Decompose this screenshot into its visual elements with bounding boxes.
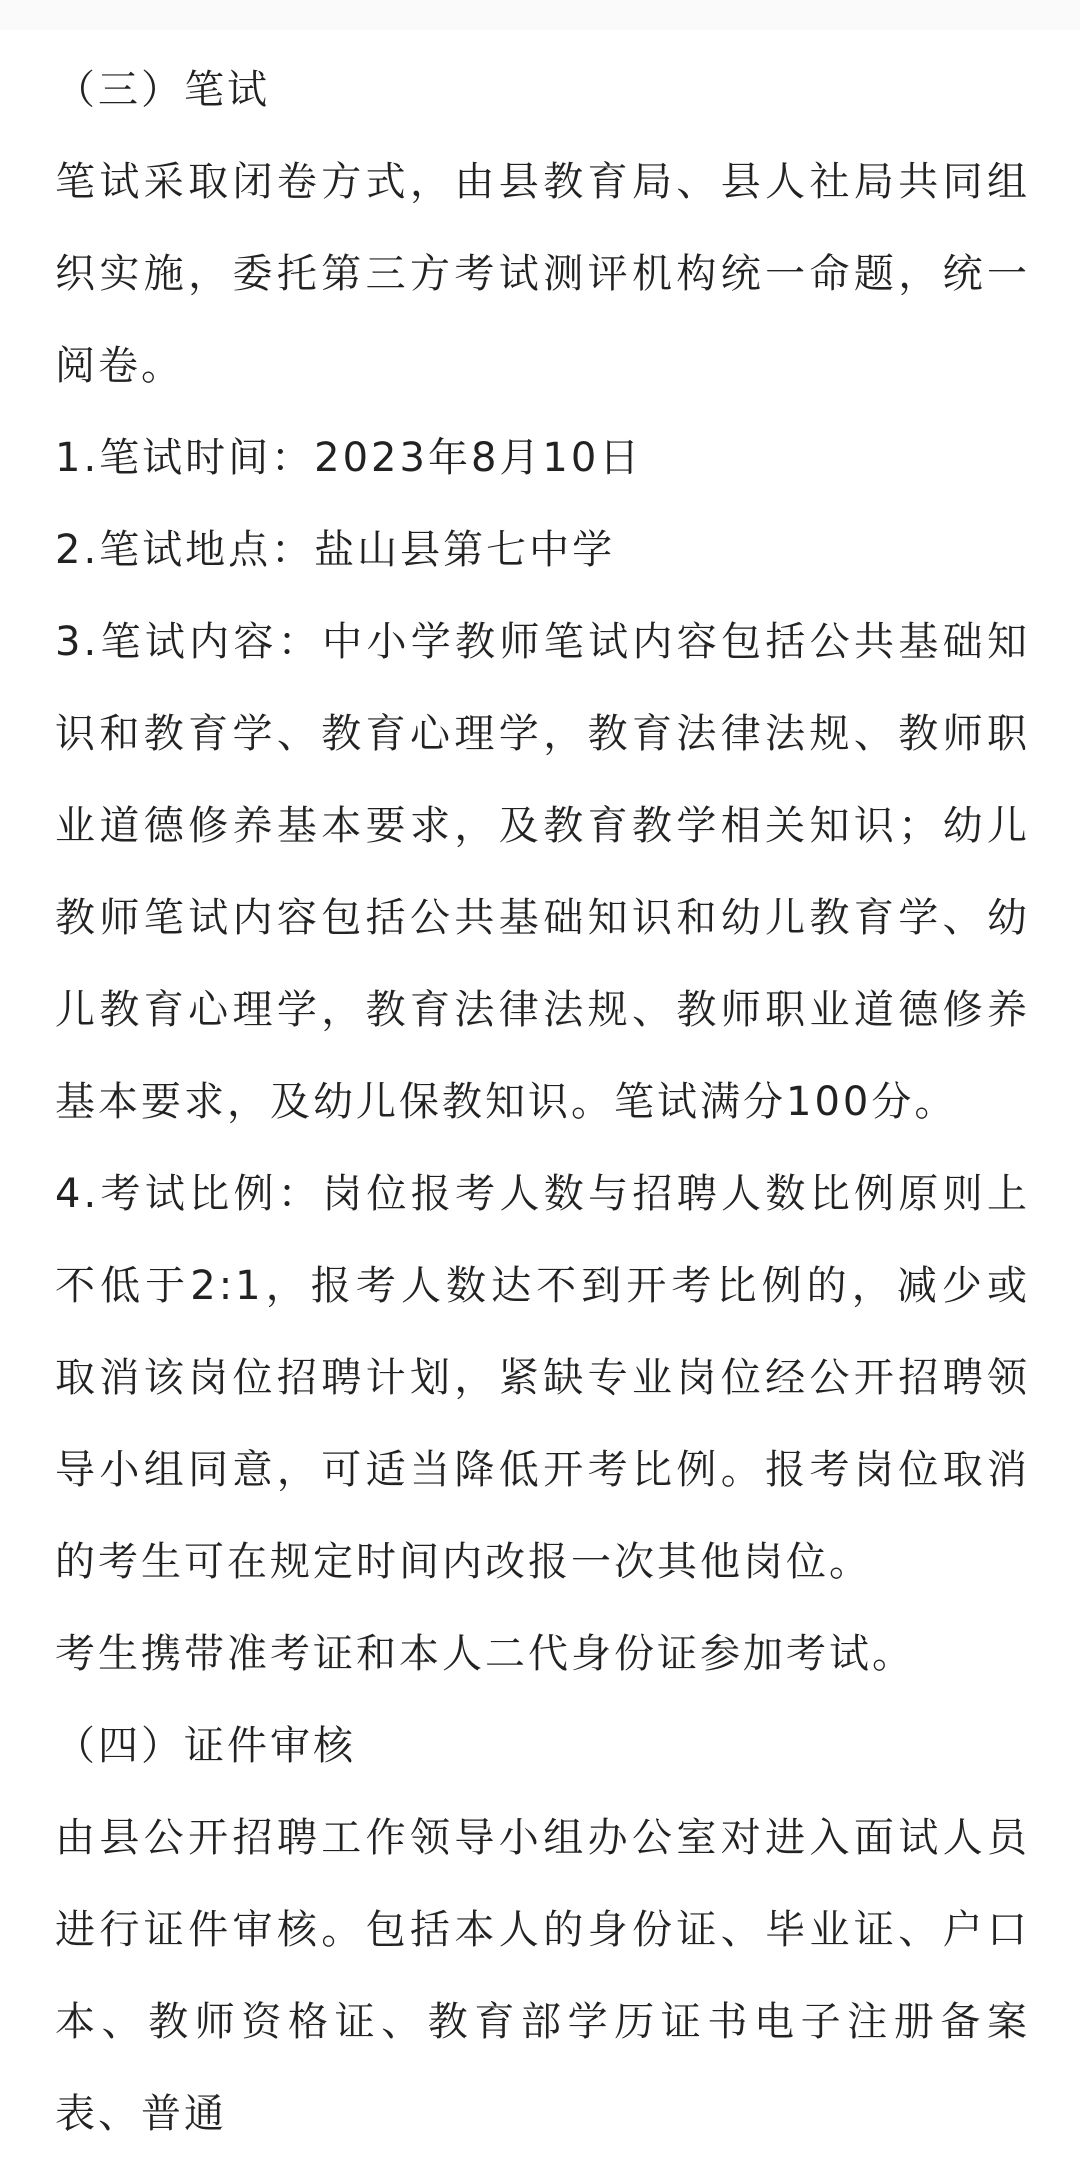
- document-review-paragraph: 由县公开招聘工作领导小组办公室对进入面试人员进行证件审核。包括本人的身份证、毕业证、户口本、教师资格证、教育部学历证书电子注册备案表、普通: [55, 1815, 1030, 2137]
- exam-time-item: 1.笔试时间：2023年8月10日: [55, 435, 643, 481]
- exam-location-item: 2.笔试地点：盐山县第七中学: [55, 527, 616, 573]
- section-3-heading: （三）笔试: [55, 67, 270, 113]
- bring-documents-paragraph: 考生携带准考证和本人二代身份证参加考试。: [55, 1631, 915, 1677]
- article-body: [55, 44, 1030, 2160]
- written-exam-method-paragraph: 笔试采取闭卷方式，由县教育局、县人社局共同组织实施，委托第三方考试测评机构统一命题，统一阅卷。: [55, 159, 1030, 389]
- top-edge: [0, 0, 1080, 30]
- exam-ratio-item: 4.考试比例：岗位报考人数与招聘人数比例原则上不低于2:1，报考人数达不到开考比例的，减少或取消该岗位招聘计划，紧缺专业岗位经公开招聘领导小组同意，可适当降低开考比例。报考岗位取消的考生可在规定时间内改报一次其他岗位。: [55, 1171, 1030, 1585]
- exam-content-item: 3.笔试内容：中小学教师笔试内容包括公共基础知识和教育学、教育心理学，教育法律法规、教师职业道德修养基本要求，及教育教学相关知识；幼儿教师笔试内容包括公共基础知识和幼儿教育学、幼儿教育心理学，教育法律法规、教师职业道德修养基本要求，及幼儿保教知识。笔试满分100分。: [55, 619, 1030, 1125]
- section-4-heading: （四）证件审核: [55, 1723, 356, 1769]
